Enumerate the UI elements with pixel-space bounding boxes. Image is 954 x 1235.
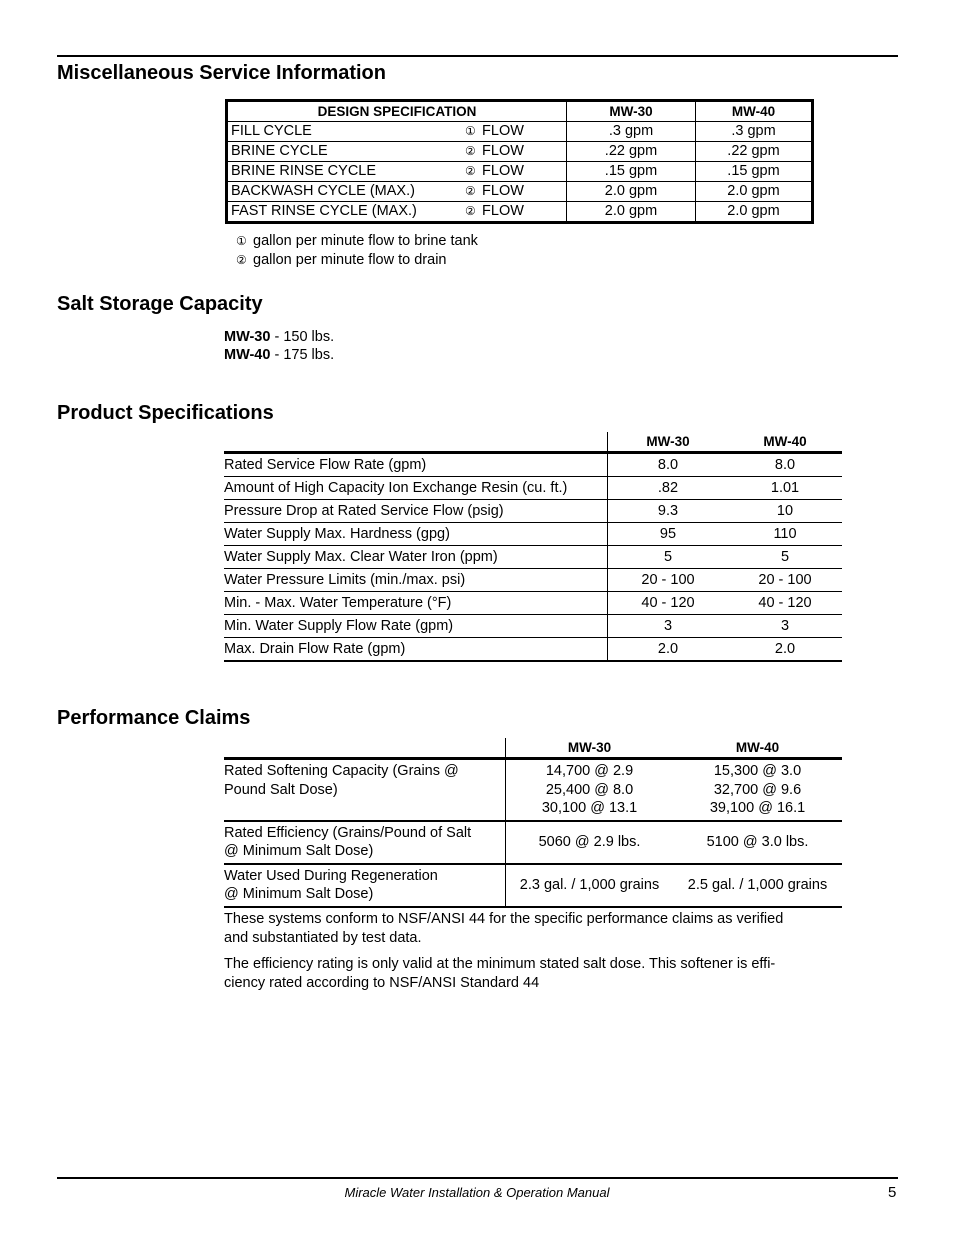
row-mw40: 1.01 — [728, 477, 842, 500]
row-label: BACKWASH CYCLE (MAX.) — [227, 182, 463, 202]
row-flow — [462, 122, 567, 142]
header-design-spec: DESIGN SPECIFICATION — [227, 101, 567, 122]
row-mw40: 2.0 gpm — [696, 202, 813, 223]
footer-rule — [57, 1177, 898, 1179]
circled-two-marker: ② — [465, 204, 476, 218]
table-row — [224, 864, 842, 907]
flow-label: FLOW — [482, 183, 524, 199]
nsf-conformance-paragraph — [224, 910, 844, 948]
paragraph-line: These systems conform to NSF/ANSI 44 for the specific performance claims as verified — [224, 911, 784, 927]
row-mw30 — [506, 821, 674, 864]
row-mw40: 3 — [728, 615, 842, 638]
table-row — [227, 202, 813, 223]
header-mw30: MW-30 — [567, 101, 696, 122]
label-line: @ Minimum Salt Dose) — [224, 886, 374, 902]
row-mw30: 95 — [608, 523, 729, 546]
value-line: 5060 @ 2.9 lbs. — [538, 833, 641, 850]
row-mw30: 9.3 — [608, 500, 729, 523]
paragraph-line: and substantiated by test data. — [224, 930, 422, 946]
row-mw40: 40 - 120 — [728, 592, 842, 615]
row-mw40: 110 — [728, 523, 842, 546]
row-mw30: .3 gpm — [567, 122, 696, 142]
salt-model: MW-30 — [224, 329, 271, 345]
row-mw30: .15 gpm — [567, 162, 696, 182]
value-line: 25,400 @ 8.0 — [545, 781, 634, 798]
flow-label: FLOW — [482, 163, 524, 179]
row-label: Water Supply Max. Clear Water Iron (ppm) — [224, 546, 608, 569]
row-flow — [462, 202, 567, 223]
row-mw40 — [673, 759, 842, 821]
footer-manual-title: Miracle Water Installation & Operation Manual — [344, 1185, 610, 1200]
salt-model: MW-40 — [224, 347, 271, 363]
circled-two-marker: ② — [465, 164, 476, 178]
row-mw30 — [506, 864, 674, 907]
footnote-drain — [236, 251, 446, 270]
row-mw30: 3 — [608, 615, 729, 638]
row-flow — [462, 142, 567, 162]
salt-section-title: Salt Storage Capacity — [57, 293, 263, 315]
table-header-row — [224, 738, 842, 759]
header-mw40: MW-40 — [673, 738, 842, 759]
row-mw40: 20 - 100 — [728, 569, 842, 592]
table-row — [224, 821, 842, 864]
label-line: Pound Salt Dose) — [224, 781, 338, 798]
header-blank — [224, 738, 506, 759]
table-row — [227, 122, 813, 142]
row-mw30: 5 — [608, 546, 729, 569]
label-line: @ Minimum Salt Dose) — [224, 843, 374, 859]
value-line: 30,100 @ 13.1 — [541, 800, 638, 816]
table-row — [224, 759, 842, 821]
value-line: 32,700 @ 9.6 — [713, 781, 802, 798]
row-mw40: 2.0 gpm — [696, 182, 813, 202]
salt-item-mw40 — [224, 346, 334, 365]
label-line: Water Used During Regeneration — [224, 867, 438, 884]
table-row — [224, 523, 842, 546]
row-label: FILL CYCLE — [227, 122, 463, 142]
salt-value: - 150 lbs. — [270, 329, 335, 345]
flow-label: FLOW — [482, 203, 524, 219]
row-mw40: .3 gpm — [696, 122, 813, 142]
row-label — [224, 821, 506, 864]
row-flow — [462, 162, 567, 182]
table-row — [224, 592, 842, 615]
row-mw40: .15 gpm — [696, 162, 813, 182]
row-label: BRINE RINSE CYCLE — [227, 162, 463, 182]
top-rule — [57, 55, 898, 57]
row-flow — [462, 182, 567, 202]
paragraph-line: ciency rated according to NSF/ANSI Standard 44 — [224, 975, 540, 991]
row-label: Water Pressure Limits (min./max. psi) — [224, 569, 608, 592]
row-mw40: 5 — [728, 546, 842, 569]
row-mw30: .22 gpm — [567, 142, 696, 162]
row-label: Max. Drain Flow Rate (gpm) — [224, 638, 608, 662]
table-header-row — [227, 101, 813, 122]
row-label — [224, 864, 506, 907]
row-label: BRINE CYCLE — [227, 142, 463, 162]
row-label: FAST RINSE CYCLE (MAX.) — [231, 203, 417, 219]
header-mw40: MW-40 — [728, 432, 842, 453]
value-line: 14,700 @ 2.9 — [545, 763, 634, 779]
row-mw30: 2.0 gpm — [567, 182, 696, 202]
row-label: Min. Water Supply Flow Rate (gpm) — [224, 615, 608, 638]
performance-section-title: Performance Claims — [57, 707, 251, 729]
footnote-text: gallon per minute flow to drain — [253, 252, 447, 268]
table-row — [224, 453, 842, 477]
row-mw40: .22 gpm — [696, 142, 813, 162]
salt-item-mw30 — [224, 328, 334, 347]
row-label: Min. - Max. Water Temperature (°F) — [224, 592, 608, 615]
value-line: 5100 @ 3.0 lbs. — [706, 833, 809, 850]
value-line: 2.5 gal. / 1,000 grains — [687, 876, 828, 893]
product-spec-table — [224, 432, 842, 662]
page-number: 5 — [888, 1184, 897, 1201]
paragraph-line: The efficiency rating is only valid at the minimum stated salt dose. This softener is effi- — [224, 956, 776, 972]
row-mw40: 2.0 — [728, 638, 842, 662]
value-line: 39,100 @ 16.1 — [709, 800, 806, 816]
flow-label: FLOW — [482, 123, 524, 139]
row-mw40 — [673, 821, 842, 864]
row-mw30: 2.0 gpm — [567, 202, 696, 223]
table-row — [224, 546, 842, 569]
row-mw30: 8.0 — [608, 453, 729, 477]
row-label: Pressure Drop at Rated Service Flow (psig) — [224, 500, 608, 523]
row-mw40 — [673, 864, 842, 907]
row-label: Water Supply Max. Hardness (gpg) — [224, 523, 608, 546]
row-label — [224, 759, 506, 821]
table-row — [224, 477, 842, 500]
table-row — [224, 500, 842, 523]
salt-value: - 175 lbs. — [270, 347, 335, 363]
row-mw30: 2.0 — [608, 638, 729, 662]
header-blank — [224, 432, 608, 453]
row-mw30: .82 — [608, 477, 729, 500]
footnote-brine-tank — [236, 232, 478, 251]
table-row — [224, 615, 842, 638]
row-mw40: 10 — [728, 500, 842, 523]
product-section-title: Product Specifications — [57, 402, 274, 424]
header-mw30: MW-30 — [506, 738, 674, 759]
table-row — [224, 638, 842, 662]
flow-label: FLOW — [482, 143, 524, 159]
circled-two-marker: ② — [236, 253, 247, 267]
table-row — [227, 182, 813, 202]
table-row — [224, 569, 842, 592]
misc-section-title: Miscellaneous Service Information — [57, 62, 386, 84]
value-line: 15,300 @ 3.0 — [713, 763, 802, 779]
design-spec-table — [225, 99, 814, 224]
row-label: Rated Service Flow Rate (gpm) — [224, 453, 608, 477]
row-label: Amount of High Capacity Ion Exchange Resin (cu. ft.) — [224, 477, 608, 500]
row-mw40: 8.0 — [728, 453, 842, 477]
header-mw30: MW-30 — [608, 432, 729, 453]
row-mw30: 40 - 120 — [608, 592, 729, 615]
row-mw30: 20 - 100 — [608, 569, 729, 592]
table-row — [227, 162, 813, 182]
circled-one-marker: ① — [465, 124, 476, 138]
performance-claims-table — [224, 738, 842, 908]
value-line: 2.3 gal. / 1,000 grains — [519, 876, 660, 893]
circled-two-marker: ② — [465, 144, 476, 158]
circled-two-marker: ② — [465, 184, 476, 198]
row-mw30 — [506, 759, 674, 821]
table-header-row — [224, 432, 842, 453]
label-line: Rated Softening Capacity (Grains @ — [224, 763, 459, 779]
label-line: Rated Efficiency (Grains/Pound of Salt — [224, 824, 472, 841]
footnote-text: gallon per minute flow to brine tank — [253, 233, 478, 249]
header-mw40: MW-40 — [696, 101, 813, 122]
circled-one-marker: ① — [236, 234, 247, 248]
efficiency-rating-paragraph — [224, 955, 844, 993]
table-row — [227, 142, 813, 162]
